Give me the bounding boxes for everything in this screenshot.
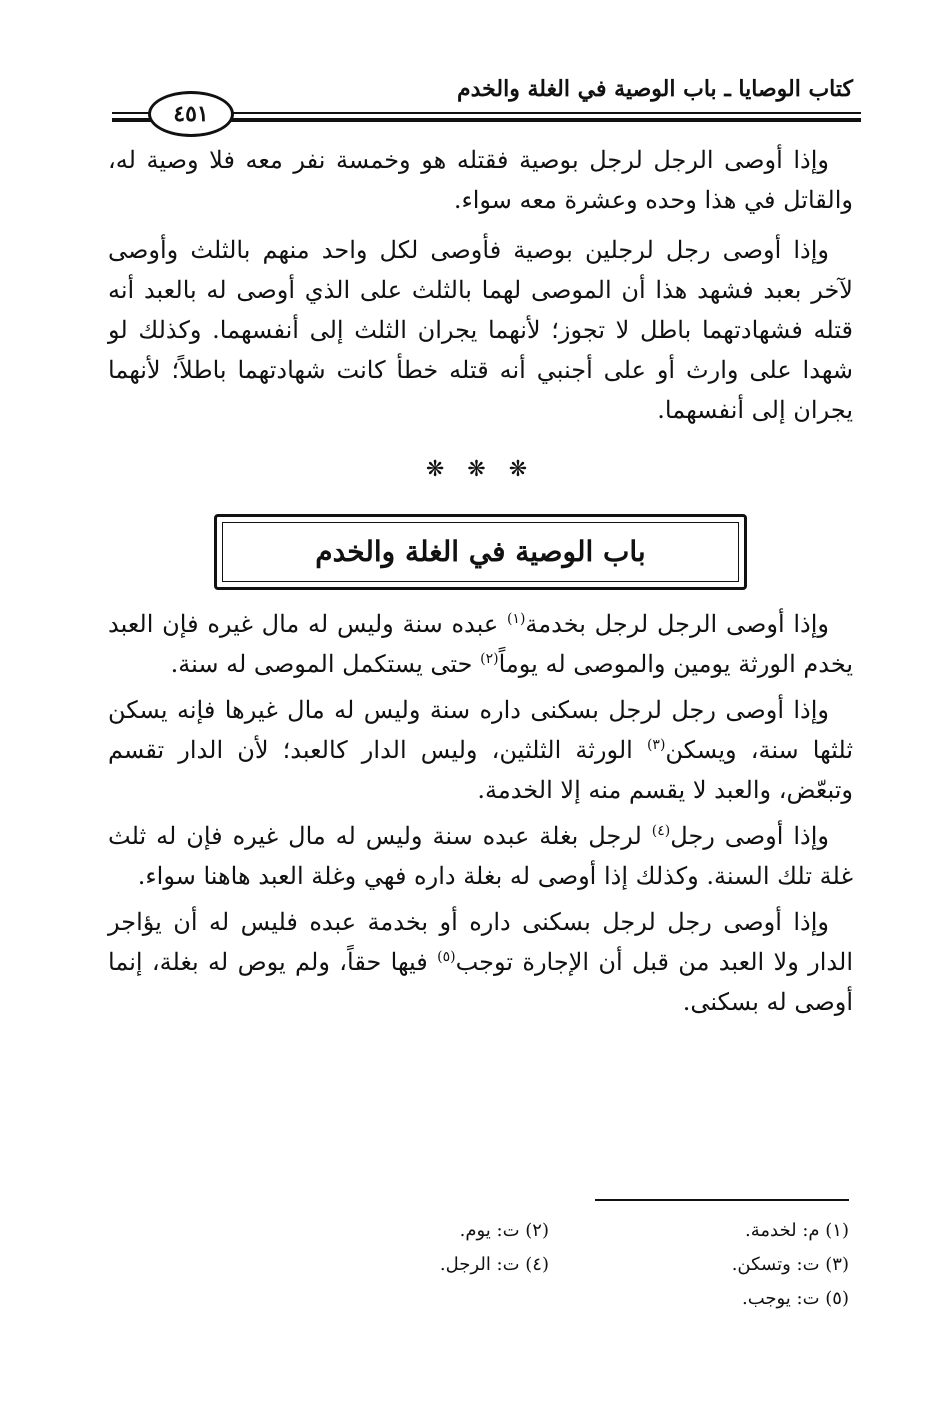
footnote-ref-3: (٣) (646, 737, 666, 753)
footnote-1: (١) م: لخدمة. (745, 1220, 849, 1241)
footnote-rule (595, 1199, 849, 1201)
footnote-ref-2: (٢) (480, 651, 499, 667)
footnote-ref-5: (٥) (437, 949, 456, 965)
footnote-5: (٥) ت: يوجب. (741, 1288, 849, 1309)
footnote-4: (٤) ت: الرجل. (439, 1254, 549, 1275)
footnote-ref-1: (١) (506, 611, 526, 627)
paragraph-2: وإذا أوصى رجل لرجلين بوصية فأوصى لكل واحد منهم بالثلث وأوصى لآخر بعبد فشهد هذا أن الموصى لهما بالثلث على الذي أوصى له بالعبد أنه قتله فشهادتهما باطل لا تجوز؛ لأنهما يجران الثلث إلى أنفسهما. وكذلك لو شهدا على وارث أو على أجنبي أنه قتله خطأ كانت شهادتهما باطلاً؛ لأنهما يجران إلى أنفسهما. (108, 236, 853, 424)
paragraph-4-text-a: وإذا أوصى رجل لرجل بسكنى داره سنة وليس له مال غيرها فإنه يسكن ثلثها سنة، ويسكن (108, 696, 853, 764)
paragraph-3-text-b: عبده سنة وليس له مال غيره فإن العبد يخدم الورثة يومين والموصى له يوماً (108, 610, 853, 678)
page-body (108, 140, 853, 1028)
section-separator: ❋ ❋ ❋ (425, 457, 536, 482)
footnote-3: (٣) ت: وتسكن. (731, 1254, 849, 1275)
paragraph-6-text-a: وإذا أوصى رجل لرجل بسكنى داره أو بخدمة عبده فليس له أن يؤاجر الدار ولا العبد من قبل أن الإجارة توجب (108, 908, 853, 976)
paragraph-1: وإذا أوصى الرجل لرجل بوصية فقتله هو وخمسة نفر معه فلا وصية له، والقاتل في هذا وحده وعشرة معه سواء. (108, 146, 853, 214)
footnote-ref-4: (٤) (651, 823, 671, 839)
paragraph-6-text-b: فيها حقاً، ولم يوص له بغلة، إنما أوصى له بسكنى. (108, 948, 853, 1016)
footnote-row (220, 1282, 849, 1316)
running-title: كتاب الوصايا ـ باب الوصية في الغلة والخدم (457, 76, 853, 102)
footnote-row (220, 1248, 849, 1282)
paragraph-3-text-a: وإذا أوصى الرجل لرجل بخدمة (525, 610, 829, 638)
footnotes (220, 1214, 849, 1316)
paragraph-3-text-c: حتى يستكمل الموصى له سنة. (170, 650, 481, 678)
paragraph-4-text-b: الورثة الثلثين، وليس الدار كالعبد؛ لأن الدار تقسم وتبعّض، والعبد لا يقسم منه إلا الخدمة. (108, 736, 853, 804)
footnote-row (220, 1214, 849, 1248)
chapter-title: باب الوصية في الغلة والخدم (222, 522, 739, 582)
footnote-2: (٢) ت: يوم. (459, 1220, 549, 1241)
page-number: ٤٥١ (148, 91, 234, 137)
paragraph-3 (108, 604, 853, 684)
paragraph-5-text-a: وإذا أوصى رجل (670, 822, 829, 850)
paragraph-5 (108, 816, 853, 896)
paragraph-5-text-b: لرجل بغلة عبده سنة وليس له مال غيره فإن له ثلث غلة تلك السنة. وكذلك إذا أوصى له بغلة داره فهي وغلة العبد هاهنا سواء. (108, 822, 853, 890)
paragraph-6 (108, 902, 853, 1022)
chapter-title-frame (214, 514, 747, 590)
paragraph-4 (108, 690, 853, 810)
